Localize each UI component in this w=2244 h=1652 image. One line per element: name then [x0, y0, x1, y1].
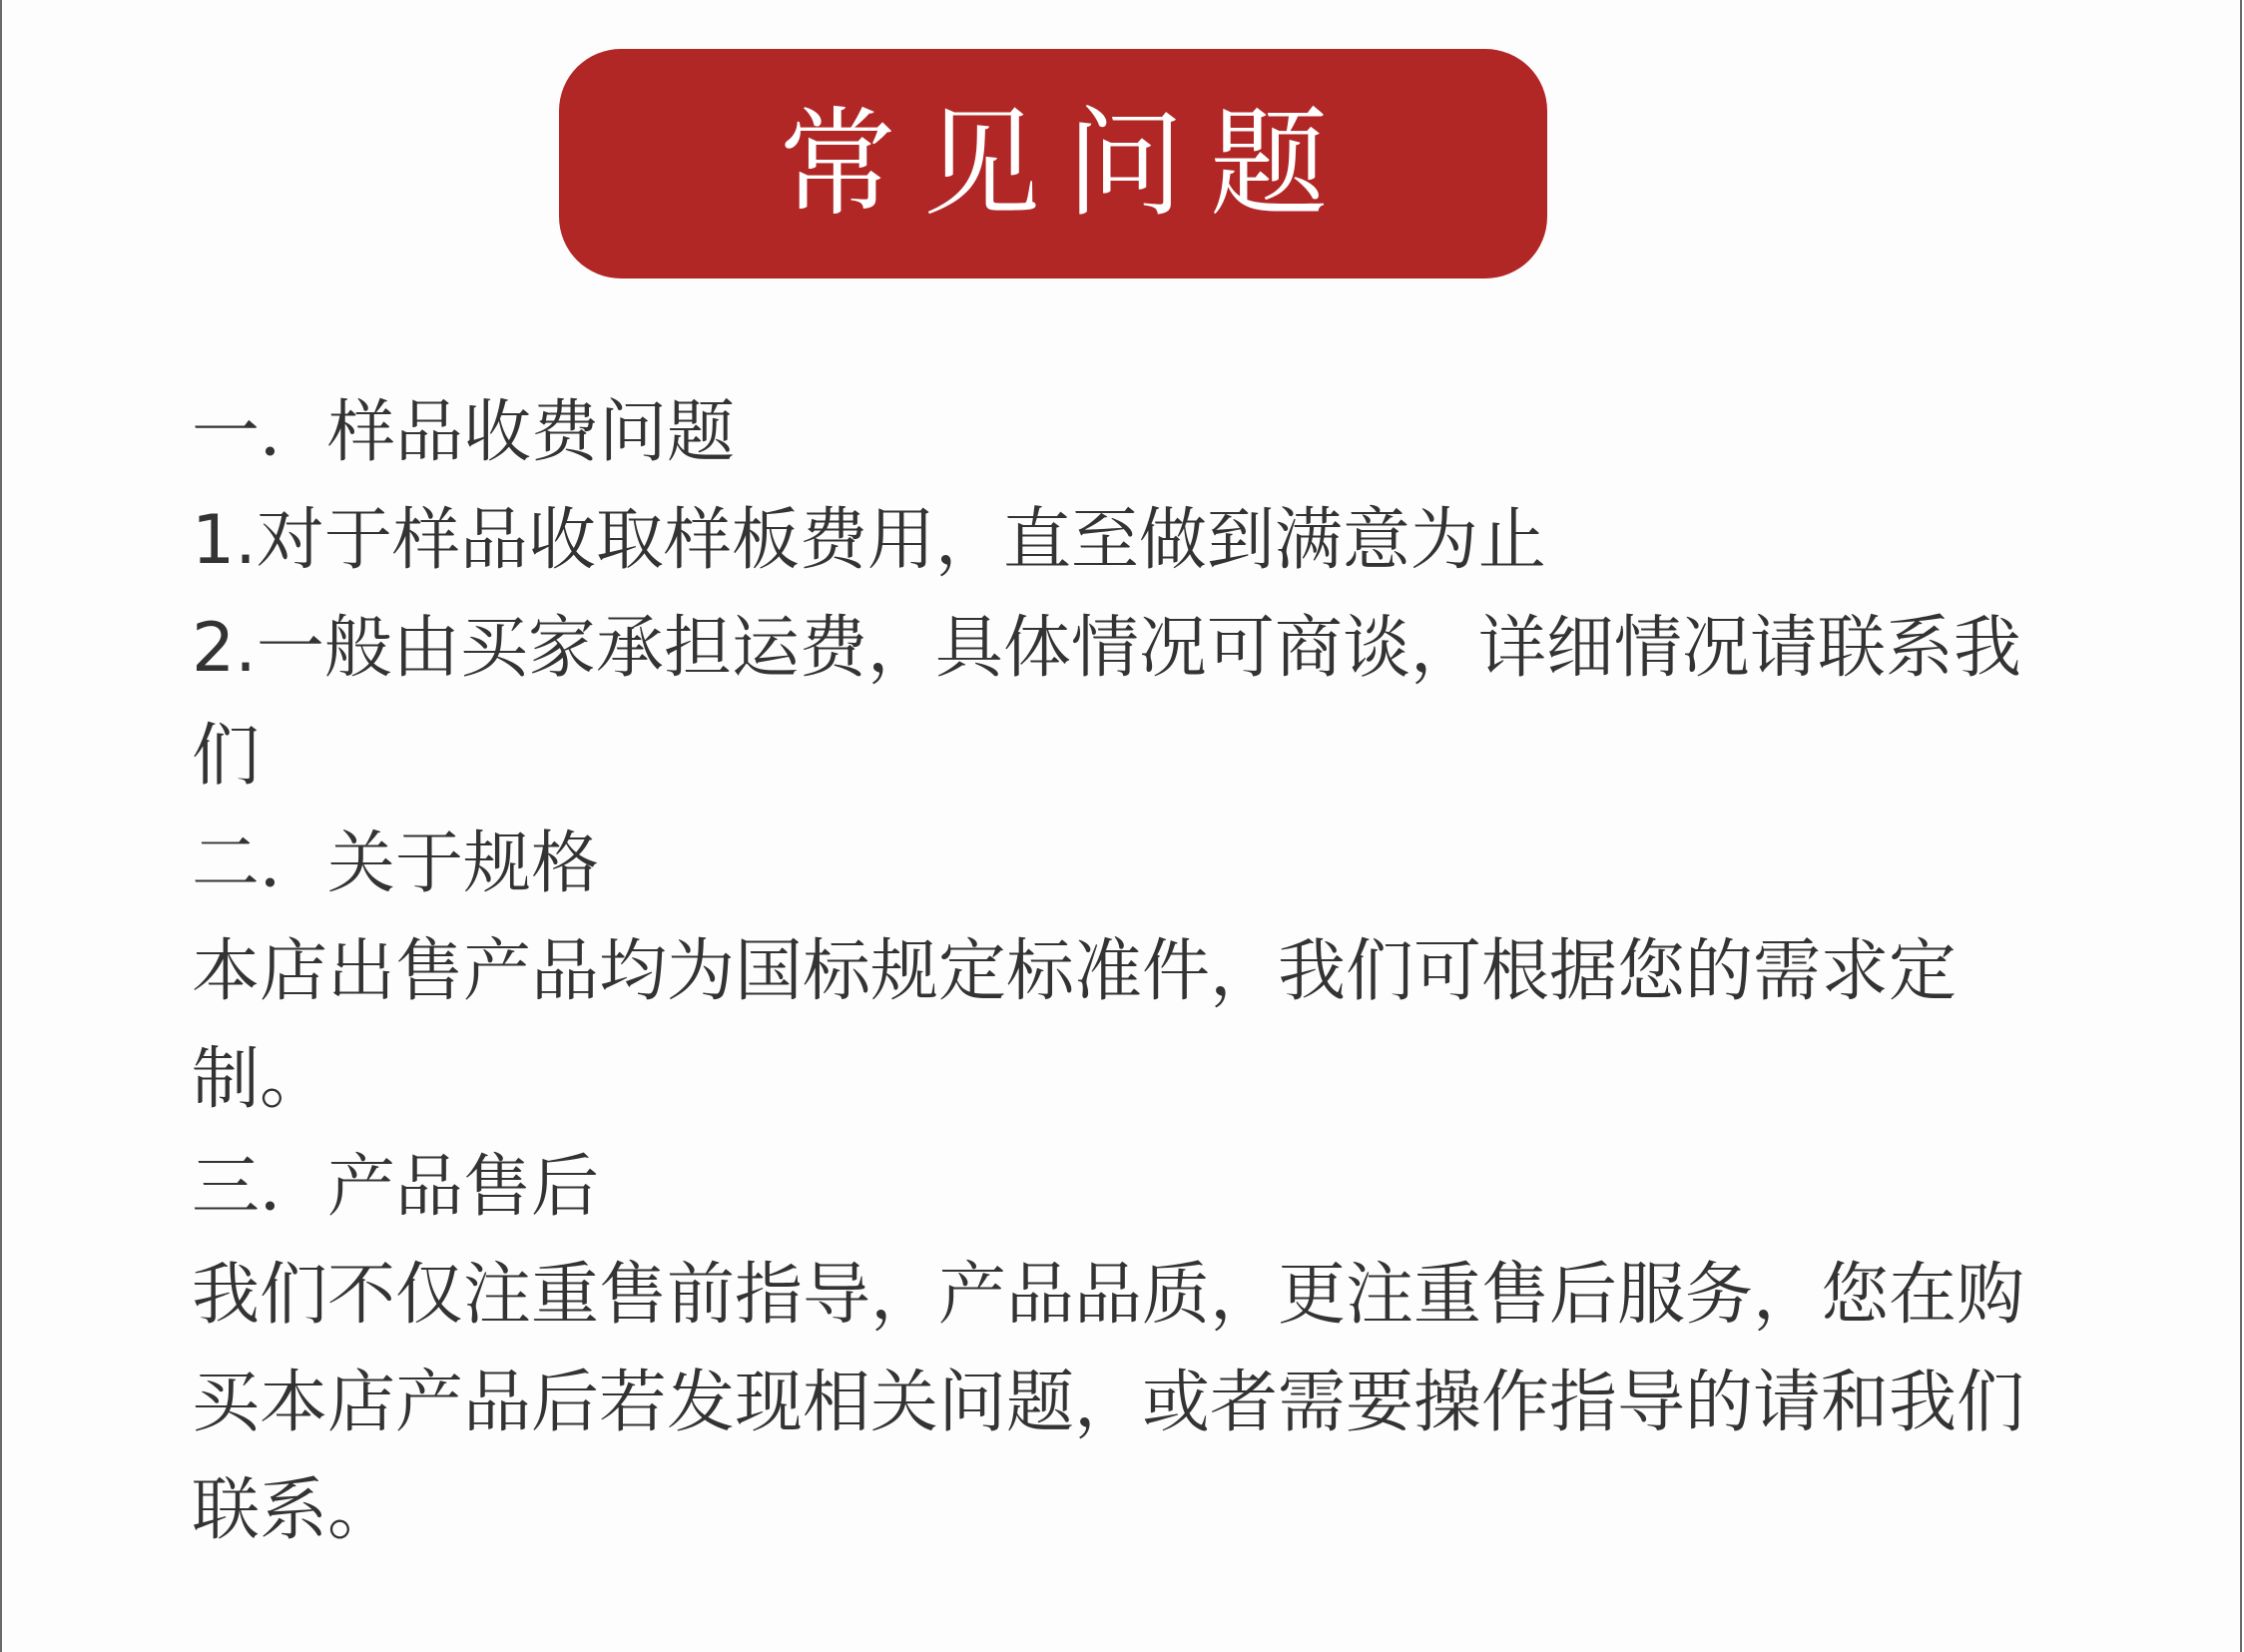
section-heading-after-sales: 三．产品售后 [192, 1148, 600, 1227]
sample-fee-item-1: 1.对于样品收取样板费用，直至做到满意为止 [192, 501, 1546, 580]
section-heading-sample-fee: 一．样品收费问题 [192, 393, 736, 472]
section-heading-specifications: 二．关于规格 [192, 825, 600, 903]
specifications-text: 本店出售产品均为国标规定标准件，我们可根据您的需求定制。 [192, 932, 1958, 1119]
page-title: 常见问题 [778, 95, 1354, 233]
faq-content [192, 379, 2068, 1565]
sample-fee-item-2: 2.一般由买家承担运费，具体情况可商谈，详细情况请联系我们 [192, 609, 2021, 796]
title-banner [559, 49, 1547, 278]
after-sales-text: 我们不仅注重售前指导，产品品质，更注重售后服务，您在购买本店产品后若发现相关问题，或者需要操作指导的请和我们联系。 [192, 1256, 2025, 1550]
